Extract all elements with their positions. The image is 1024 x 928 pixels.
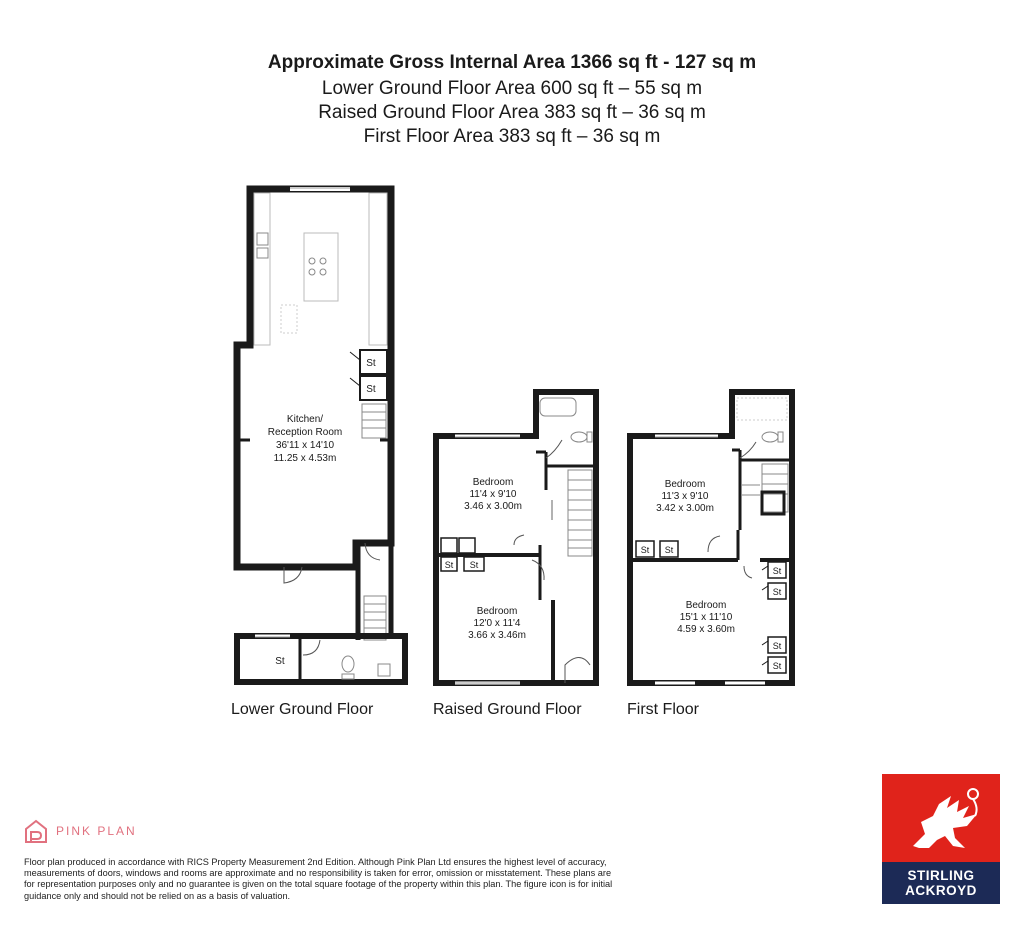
first-shower-icon [737, 398, 787, 420]
first-stairs [742, 464, 788, 512]
lower-basin-icon [378, 664, 390, 676]
lower-store-1-label: St [366, 358, 376, 369]
first-store-label-2: St [664, 545, 674, 555]
brand-line-2: ACKROYD [905, 883, 977, 898]
sink-icon [257, 233, 268, 258]
lower-floor-caption: Lower Ground Floor [231, 701, 374, 718]
lower-wc-icon [342, 656, 354, 679]
svg-text:3.66 x 3.46m: 3.66 x 3.46m [468, 630, 526, 641]
first-store-label-4: St [772, 587, 782, 597]
hob-icon [309, 258, 326, 275]
svg-text:3.42 x 3.00m: 3.42 x 3.00m [656, 503, 714, 514]
area-title: Approximate Gross Internal Area 1366 sq ft - 127 sq m [267, 52, 757, 73]
svg-text:12'0 x 11'4: 12'0 x 11'4 [473, 618, 521, 629]
lower-stairs-top [362, 404, 386, 438]
svg-text:Bedroom: Bedroom [476, 606, 518, 617]
first-store-label-3: St [772, 566, 782, 576]
lower-vault-walls [237, 636, 405, 682]
disclaimer-text: Floor plan produced in accordance with RICS Property Measurement 2nd Edition. Although Pink Plan Ltd ensures the highest level of accuracy, measurements of doors, windows and rooms are approximate and no responsibility is taken for error, omission or misstatement. These plans are for representation purposes only and no guarantee is given on the total square footage of the property within this plan. The figure icon is for initial guidance only and should not be relied on as a basis of valuation. [24, 857, 613, 901]
raised-bedroom1-label [464, 477, 522, 512]
pink-plan-logo [24, 818, 137, 844]
raised-ground-floor-plan [436, 392, 596, 683]
lower-store-2-label: St [366, 384, 376, 395]
first-bedroom2-label [677, 600, 735, 635]
svg-text:Kitchen/: Kitchen/ [286, 414, 324, 425]
griffin-icon [893, 782, 989, 854]
lower-outer-walls [237, 189, 391, 567]
raised-bedroom2-label [468, 606, 526, 641]
svg-text:3.46 x 3.00m: 3.46 x 3.00m [464, 501, 522, 512]
svg-text:11'4 x 9'10: 11'4 x 9'10 [469, 489, 517, 500]
area-line-raised: Raised Ground Floor Area 383 sq ft – 36 sq m [318, 102, 706, 123]
raised-store-label-1: St [444, 560, 454, 570]
svg-text:11'3 x 9'10: 11'3 x 9'10 [661, 491, 709, 502]
kitchen-counter-right [369, 193, 387, 345]
area-line-lower: Lower Ground Floor Area 600 sq ft – 55 sq m [321, 78, 703, 99]
svg-text:15'1 x 11'10: 15'1 x 11'10 [679, 612, 733, 623]
brand-line-1: STIRLING [907, 868, 975, 883]
lower-vault-store-label: St [275, 656, 285, 667]
raised-store-label-2: St [469, 560, 479, 570]
raised-front-door [565, 658, 590, 684]
raised-bath-icon [540, 398, 576, 416]
raised-wc-icon [571, 432, 592, 442]
raised-floor-caption: Raised Ground Floor [433, 701, 582, 718]
first-floor-plan [630, 392, 792, 683]
skylight-icon [281, 305, 297, 333]
kitchen-label [268, 414, 342, 464]
first-store-label-1: St [640, 545, 650, 555]
first-store-label-5: St [772, 641, 782, 651]
svg-text:36'11 x 14'10: 36'11 x 14'10 [275, 440, 335, 451]
svg-text:11.25 x 4.53m: 11.25 x 4.53m [273, 453, 337, 464]
first-floor-caption: First Floor [627, 701, 699, 718]
svg-text:Bedroom: Bedroom [472, 477, 514, 488]
brand-wordmark [882, 862, 1000, 904]
area-line-first: First Floor Area 383 sq ft – 36 sq m [363, 126, 661, 147]
kitchen-counter-left [254, 193, 270, 345]
pink-plan-text: PINK PLAN [56, 824, 137, 838]
svg-text:Bedroom: Bedroom [664, 479, 706, 490]
first-wc-icon [762, 432, 783, 442]
first-store-label-6: St [772, 661, 782, 671]
svg-text:Bedroom: Bedroom [685, 600, 727, 611]
kitchen-island [304, 233, 338, 301]
first-bedroom1-label [656, 479, 714, 514]
raised-stairs [568, 470, 592, 556]
stirling-ackroyd-logo [882, 774, 1000, 904]
lower-ground-floor-plan [237, 188, 405, 682]
brand-emblem [882, 774, 1000, 862]
house-icon [24, 818, 48, 844]
svg-text:4.59 x 3.60m: 4.59 x 3.60m [677, 624, 735, 635]
svg-text:Reception Room: Reception Room [267, 427, 343, 438]
